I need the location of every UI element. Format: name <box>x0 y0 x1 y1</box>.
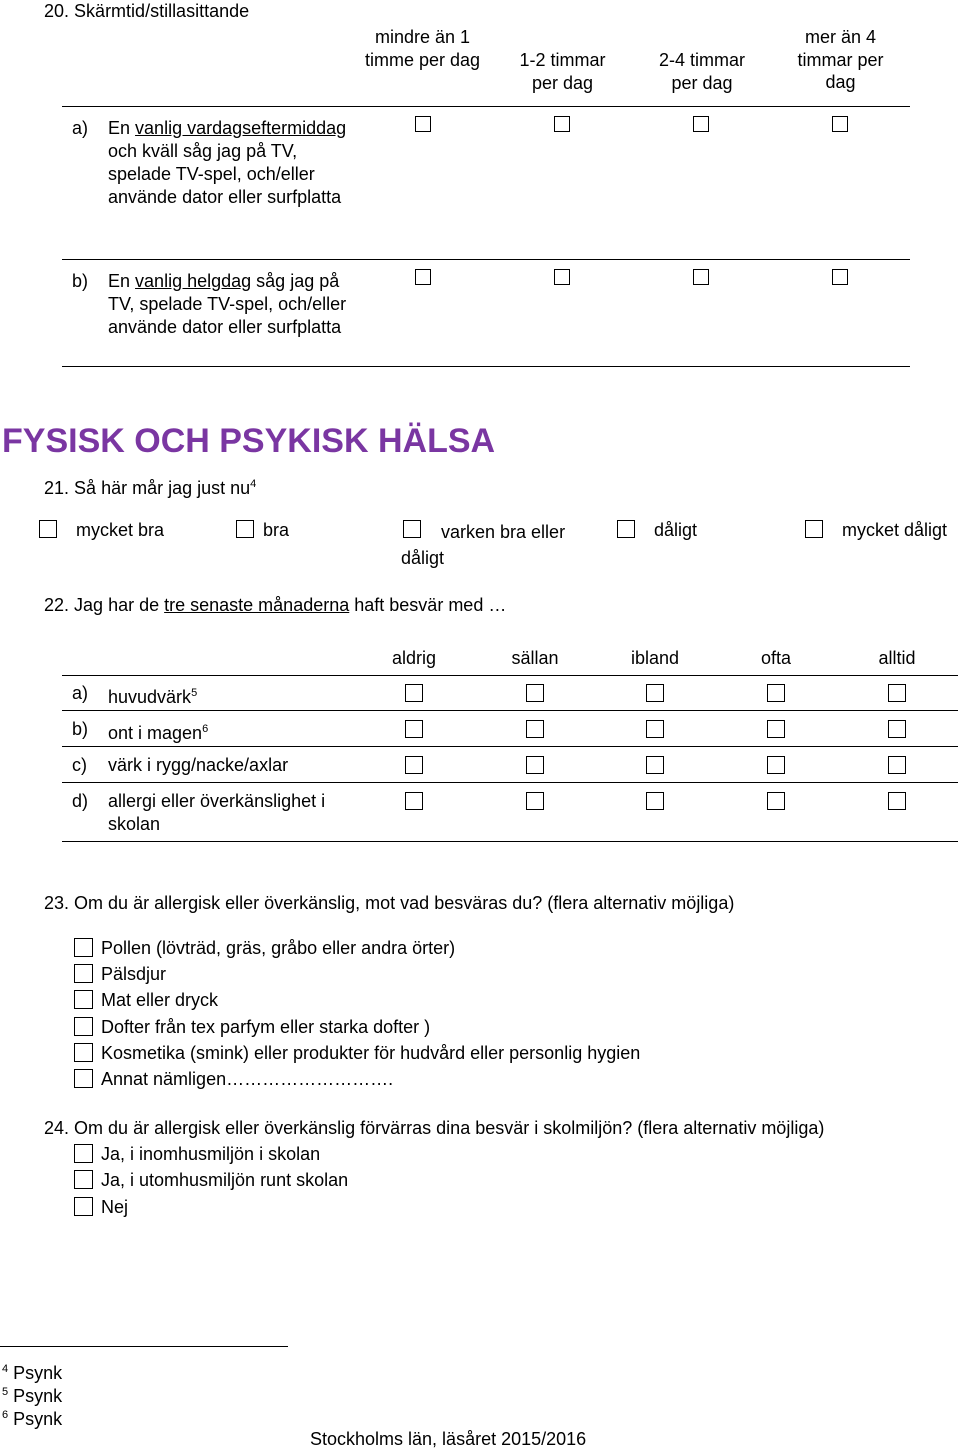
q22-row-rule <box>62 746 958 747</box>
q22-col-alltid: alltid <box>878 648 916 668</box>
q21-option-3: varken bra eller dåligt <box>401 522 566 568</box>
q22-row-b-letter: b) <box>72 719 89 739</box>
question-number: 22. <box>44 595 70 615</box>
q22-heading: 22. Jag har de tre senaste månaderna haft besvär med … <box>44 595 507 615</box>
q23-checkbox-2[interactable] <box>74 964 93 983</box>
q22-a-checkbox-5[interactable] <box>888 684 906 702</box>
q21-option-2: bra <box>263 520 290 540</box>
q20-row-a-text: En vanlig vardagseftermiddag och kväll såg jag på TV, spelade TV-spel, och/eller använde dator eller surfplatta <box>108 118 347 207</box>
q22-a-checkbox-3[interactable] <box>646 684 664 702</box>
q22-c-checkbox-4[interactable] <box>767 756 785 774</box>
q22-row-c-text: värk i rygg/nacke/axlar <box>108 755 289 775</box>
q23-checkbox-1[interactable] <box>74 938 93 957</box>
q22-bottom-rule <box>62 841 958 842</box>
q22-b-checkbox-5[interactable] <box>888 720 906 738</box>
q21-checkbox-5[interactable] <box>805 520 823 538</box>
q23-option-6: Annat nämligen………………………. <box>101 1069 394 1089</box>
q22-row-c-letter: c) <box>72 755 87 775</box>
q20-b-checkbox-1[interactable] <box>415 269 431 285</box>
footnote-5: $^5$ Psynk <box>2 1386 63 1406</box>
q22-c-checkbox-3[interactable] <box>646 756 664 774</box>
q22-d-checkbox-4[interactable] <box>767 792 785 810</box>
q22-d-checkbox-1[interactable] <box>405 792 423 810</box>
q23-heading <box>44 892 734 914</box>
q21-option-4: dåligt <box>654 520 698 540</box>
footnote-ref: 4 <box>250 478 257 490</box>
q22-b-checkbox-2[interactable] <box>526 720 544 738</box>
q22-row-b-text: ont i magen$^6$ <box>108 723 209 743</box>
q20-row-b-text: En vanlig helgdag såg jag på TV, spelade TV-spel, och/eller använde dator eller surfplatta <box>108 271 347 337</box>
q20-header-rule <box>62 106 910 107</box>
q20-b-checkbox-3[interactable] <box>693 269 709 285</box>
q24-checkbox-1[interactable] <box>74 1144 93 1163</box>
q21-checkbox-1[interactable] <box>39 520 57 538</box>
q23-checkbox-3[interactable] <box>74 990 93 1009</box>
q22-d-checkbox-3[interactable] <box>646 792 664 810</box>
footnote-4: $^4$ Psynk <box>2 1363 63 1383</box>
q23-checkbox-6[interactable] <box>74 1069 93 1088</box>
q20-a-checkbox-4[interactable] <box>832 116 848 132</box>
q20-row-b-underline: vanlig helgdag <box>135 271 252 291</box>
q22-row-rule <box>62 710 958 711</box>
q21-option-5: mycket dåligt <box>842 520 948 540</box>
footnote-rule <box>0 1346 288 1347</box>
q22-col-sallan: sällan <box>511 648 559 668</box>
q20-a-checkbox-3[interactable] <box>693 116 709 132</box>
q24-option-2: Ja, i utomhusmiljön runt skolan <box>101 1170 349 1190</box>
q22-row-a-text: huvudvärk$^5$ <box>108 687 198 707</box>
q22-row-d-letter: d) <box>72 791 89 811</box>
q22-c-checkbox-5[interactable] <box>888 756 906 774</box>
q20-b-checkbox-4[interactable] <box>832 269 848 285</box>
q24-option-3: Nej <box>101 1197 129 1217</box>
q22-row-rule <box>62 782 958 783</box>
q23-checkbox-5[interactable] <box>74 1043 93 1062</box>
q20-heading <box>44 0 249 22</box>
q20-row-rule <box>62 259 910 260</box>
q22-d-checkbox-5[interactable] <box>888 792 906 810</box>
q24-checkbox-3[interactable] <box>74 1197 93 1216</box>
q20-col-header-2: 1-2 timmar per dag <box>519 50 606 93</box>
q20-row-b-letter: b) <box>72 271 89 291</box>
q20-a-checkbox-1[interactable] <box>415 116 431 132</box>
q22-a-checkbox-4[interactable] <box>767 684 785 702</box>
q20-col-header-3: 2-4 timmar per dag <box>658 50 745 93</box>
q21-checkbox-4[interactable] <box>617 520 635 538</box>
q22-row-d-text: allergi eller överkänslighet i skolan <box>108 791 326 834</box>
q21-heading <box>44 473 256 499</box>
q22-a-checkbox-2[interactable] <box>526 684 544 702</box>
question-title: Så här mår jag just nu <box>74 478 251 498</box>
q21-option-1: mycket bra <box>76 520 165 540</box>
q22-b-checkbox-4[interactable] <box>767 720 785 738</box>
question-number: 20. <box>44 1 70 21</box>
q20-row-a-letter: a) <box>72 118 89 138</box>
q20-row-a-underline: vanlig vardagseftermiddag <box>135 118 347 138</box>
q22-c-checkbox-1[interactable] <box>405 756 423 774</box>
q23-checkbox-4[interactable] <box>74 1017 93 1036</box>
q21-checkbox-2[interactable] <box>236 520 254 538</box>
q22-c-checkbox-2[interactable] <box>526 756 544 774</box>
q22-title-underline: tre senaste månaderna <box>164 595 350 615</box>
q20-col-header-1: mindre än 1 timme per dag <box>364 27 481 70</box>
q22-header-rule <box>62 675 958 676</box>
q22-col-aldrig: aldrig <box>391 648 437 668</box>
footnote-6: $^6$ Psynk <box>2 1409 63 1429</box>
q24-checkbox-2[interactable] <box>74 1170 93 1189</box>
page-footer: Stockholms län, läsåret 2015/2016 <box>310 1429 587 1449</box>
question-title: Skärmtid/stillasittande <box>74 1 250 21</box>
q23-option-4: Dofter från tex parfym eller starka dofter ) <box>101 1017 431 1037</box>
q22-a-checkbox-1[interactable] <box>405 684 423 702</box>
q23-option-1: Pollen (lövträd, gräs, gråbo eller andra örter) <box>101 938 456 958</box>
question-number: 24. <box>44 1118 70 1138</box>
q24-heading <box>44 1117 824 1139</box>
q22-d-checkbox-2[interactable] <box>526 792 544 810</box>
section-title: FYSISK OCH PSYKISK HÄLSA <box>2 422 496 460</box>
q22-col-ibland: ibland <box>630 648 680 668</box>
q20-col-header-4: mer än 4 timmar per dag <box>797 27 884 92</box>
q22-col-ofta: ofta <box>760 648 792 668</box>
q20-bottom-rule <box>62 366 910 367</box>
q24-option-1: Ja, i inomhusmiljön i skolan <box>101 1144 321 1164</box>
q23-option-5: Kosmetika (smink) eller produkter för hudvård eller personlig hygien <box>101 1043 641 1063</box>
question-title: Om du är allergisk eller överkänslig, mot vad besväras du? (flera alternativ möjliga) <box>74 893 735 913</box>
question-number: 21. <box>44 478 70 498</box>
q23-option-2: Pälsdjur <box>101 964 167 984</box>
q20-a-checkbox-2[interactable] <box>554 116 570 132</box>
q22-b-checkbox-3[interactable] <box>646 720 664 738</box>
question-number: 23. <box>44 893 70 913</box>
q23-option-3: Mat eller dryck <box>101 990 219 1010</box>
q22-b-checkbox-1[interactable] <box>405 720 423 738</box>
q22-row-a-letter: a) <box>72 683 89 703</box>
q20-b-checkbox-2[interactable] <box>554 269 570 285</box>
question-title: Om du är allergisk eller överkänslig förvärras dina besvär i skolmiljön? (flera alternativ möjliga) <box>74 1118 825 1138</box>
